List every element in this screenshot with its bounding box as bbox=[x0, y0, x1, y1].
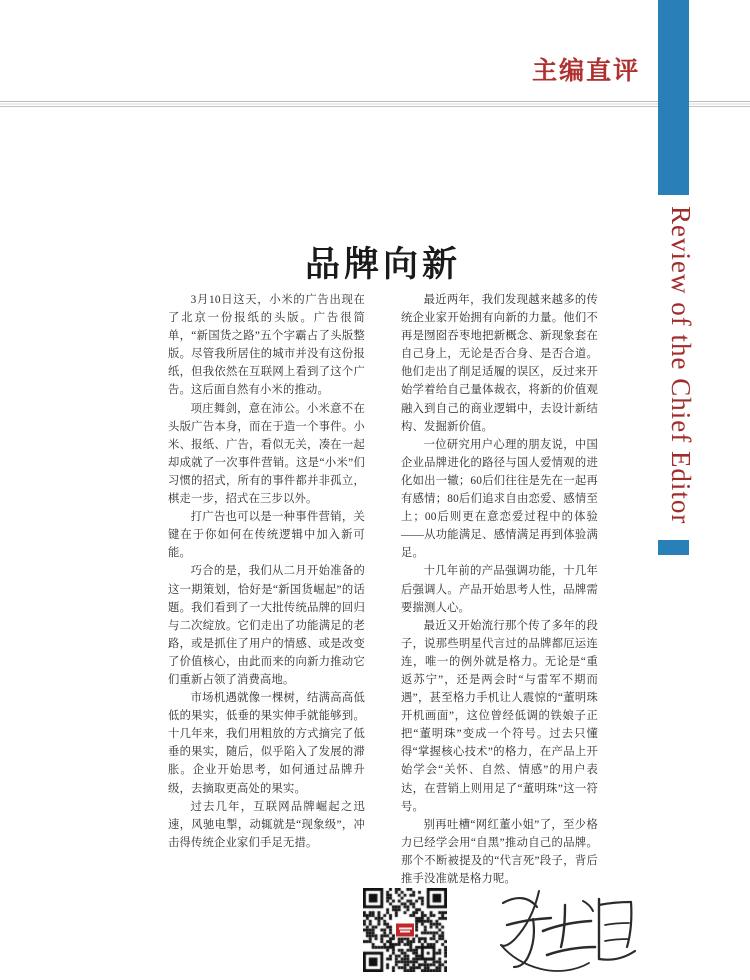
article-body bbox=[168, 291, 598, 885]
article-column-right bbox=[401, 291, 598, 885]
paragraph: 市场机遇就像一棵树，结满高高低低的果实，低垂的果实伸手就能够到。十几年来，我们用粗放的方式摘完了低垂的果实，随后，似乎陷入了发展的滞胀。企业开始思考，如何通过品牌升级，去摘取更高处的果实。 bbox=[168, 692, 365, 795]
paragraph: 打广告也可以是一种事件营销，关键在于你如何在传统逻辑中加入新可能。 bbox=[168, 511, 365, 560]
paragraph: 十几年前的产品强调功能，十几年后强调人。产品开始思考人性，品牌需要揣测人心。 bbox=[401, 565, 598, 614]
paragraph: 一位研究用户心理的朋友说，中国企业品牌进化的路径与国人爱情观的进化如出一辙；60后们往往是先在一起再有感情；80后们追求自由恋爱、感情至上；00后则更在意恋爱过程中的体验——从功能满足、感情满足再到体验满足。 bbox=[401, 438, 598, 560]
article-headline: 品牌向新 bbox=[304, 245, 461, 285]
qr-code[interactable] bbox=[363, 888, 447, 972]
paragraph: 别再吐槽“网红董小姐”了，至少格力已经学会用“自黑”推动自己的品牌。那个不断被提及的“代言死”段子，背后推手没准就是格力呢。 bbox=[401, 818, 598, 885]
vertical-section-title: Review of the Chief Editor bbox=[666, 206, 696, 525]
section-label: 主编直评 bbox=[531, 58, 640, 85]
editor-signature bbox=[495, 885, 645, 975]
article-column-left bbox=[168, 291, 365, 849]
blue-square-marker-icon bbox=[658, 540, 689, 555]
masthead-rule-shadow bbox=[0, 103, 750, 105]
paragraph: 项庄舞剑，意在沛公。小米意不在头版广告本身，而在于造一个事件。小米、报纸、广告，看似无关，凑在一起却成就了一次事件营销。这是“小米”们习惯的招式，所有的事件都并非孤立，棋走一步，招式在三步以外。 bbox=[168, 402, 365, 506]
signature-strokes-icon bbox=[495, 885, 645, 975]
paragraph: 巧合的是，我们从二月开始准备的这一期策划，恰好是“新国货崛起”的话题。我们看到了一大批传统品牌的回归与二次绽放。它们走出了功能满足的老路，或是抓住了用户的情感、或是改变了价值核心，由此而来的向新力推动它们重新占领了消费高地。 bbox=[168, 565, 365, 686]
masthead-rule-top bbox=[0, 101, 750, 102]
paragraph: 最近两年，我们发现越来越多的传统企业家开始拥有向新的力量。他们不再是囫囵吞枣地把新概念、新现象套在自己身上，无论是否合身、是否合道。他们走出了削足适履的误区，反过来开始学着给自己量体裁衣，将新的价值观融入到自己的商业逻辑中，去设计新结构、发掘新价值。 bbox=[401, 294, 598, 433]
paragraph: 过去几年，互联网品牌崛起之迅速，风驰电掣，动辄就是“现象级”，冲击得传统企业家们手足无措。 bbox=[168, 800, 365, 849]
masthead-rule-bottom bbox=[0, 106, 750, 107]
qr-logo-icon bbox=[395, 923, 415, 938]
paragraph: 最近又开始流行那个传了多年的段子，说那些明星代言过的品牌都厄运连连，唯一的例外就是格力。无论是“重返苏宁”，还是两会时“与雷军不期而遇”，甚至格力手机让人震惊的“董明珠开机画面”，这位曾经低调的铁娘子正把“董明珠”变成一个符号。过去只懂得“掌握核心技术”的格力，在产品上开始学会“关怀、自然、情感”的用户表达，在营销上则用足了“董明珠”这一符号。 bbox=[401, 619, 598, 813]
paragraph: 3月10日这天，小米的广告出现在了北京一份报纸的头版。广告很简单，“新国货之路”五个字霸占了头版整版。尽管我所居住的城市并没有这份报纸，但我依然在互联网上看到了这个广告。这后面自然有小米的推动。 bbox=[168, 294, 365, 397]
blue-vertical-bar-icon bbox=[658, 0, 689, 195]
